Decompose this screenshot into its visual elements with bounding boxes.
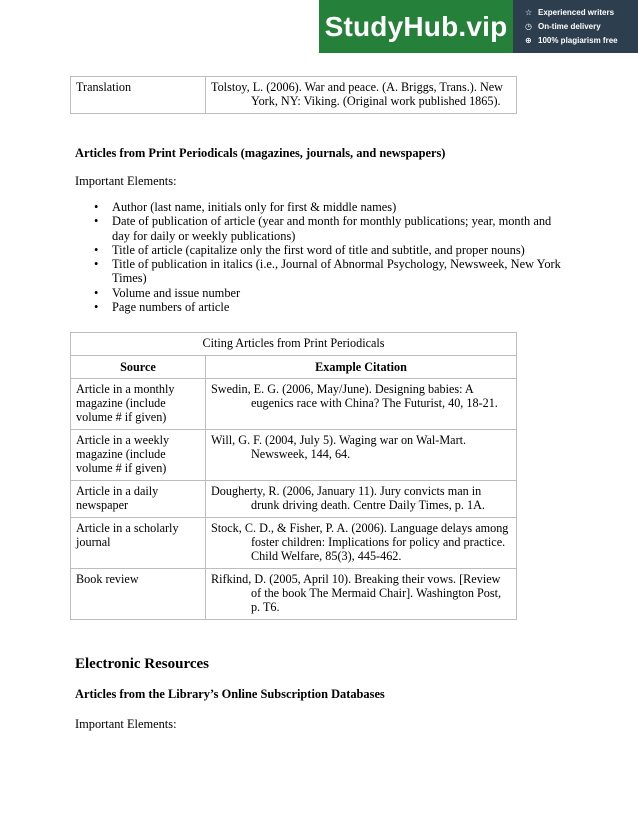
citation-text: Will, G. F. (2004, July 5). Waging war on Wal-Mart. Newsweek, 144, 64.	[211, 433, 467, 461]
perk-on-time	[525, 19, 638, 33]
list-item: • Date of publication of article (year and month for monthly publications; year, month and day for daily or weekly publications)	[94, 214, 564, 243]
citation-cell	[206, 569, 517, 620]
perk-text: Experienced writers	[538, 7, 615, 17]
citation-cell	[206, 430, 517, 481]
source-cell: Article in a weekly magazine (include volume # if given)	[71, 430, 206, 481]
table-caption: Citing Articles from Print Periodicals	[71, 333, 517, 356]
citation-text: Dougherty, R. (2006, January 11). Jury convicts man in drunk driving death. Centre Daily Times, p. 1A.	[211, 484, 485, 512]
studyhub-banner[interactable]	[319, 0, 638, 53]
print-periodicals-table	[70, 332, 517, 620]
subheading-online-databases: Articles from the Library’s Online Subscription Databases	[75, 687, 385, 701]
list-item: • Author (last name, initials only for first & middle names)	[94, 200, 564, 214]
source-cell: Book review	[71, 569, 206, 620]
source-cell: Article in a monthly magazine (include volume # if given)	[71, 379, 206, 430]
citation-cell	[206, 481, 517, 518]
source-cell: Translation	[71, 77, 206, 114]
citation-cell	[206, 518, 517, 569]
list-item: • Page numbers of article	[94, 300, 564, 314]
citation-cell	[206, 379, 517, 430]
perks-list	[513, 0, 638, 53]
source-cell: Article in a daily newspaper	[71, 481, 206, 518]
list-item: • Title of article (capitalize only the first word of title and subtitle, and proper nouns)	[94, 243, 564, 257]
table-row	[71, 569, 517, 620]
perk-text: On-time delivery	[538, 21, 601, 31]
table-header-row	[71, 356, 517, 379]
translation-table	[70, 76, 517, 114]
column-header-source: Source	[71, 356, 206, 379]
section-heading-print: Articles from Print Periodicals (magazines, journals, and newspapers)	[75, 146, 446, 160]
table-caption-row	[71, 333, 517, 356]
brand-logo: StudyHub.vip	[319, 0, 513, 53]
table-row	[71, 77, 517, 114]
citation-text: Tolstoy, L. (2006). War and peace. (A. Briggs, Trans.). New York, NY: Viking. (Original work published 1865).	[211, 80, 503, 108]
perk-plagiarism	[525, 33, 638, 47]
shield-icon: ⊕	[525, 35, 532, 45]
column-header-citation: Example Citation	[206, 356, 517, 379]
perk-text: 100% plagiarism free	[538, 35, 618, 45]
list-item: • Volume and issue number	[94, 286, 564, 300]
section-heading-electronic: Electronic Resources	[75, 656, 209, 672]
perk-experienced	[525, 5, 638, 19]
table-row	[71, 481, 517, 518]
important-elements-list	[94, 200, 564, 314]
star-icon: ☆	[525, 7, 533, 17]
table-row	[71, 518, 517, 569]
table-row	[71, 430, 517, 481]
citation-text: Swedin, E. G. (2006, May/June). Designing babies: A eugenics race with China? The Futurist, 40, 18-21.	[211, 382, 498, 410]
important-elements-label: Important Elements:	[75, 717, 177, 731]
citation-text: Rifkind, D. (2005, April 10). Breaking their vows. [Review of the book The Mermaid Chair]. Washington Post, p. T6.	[211, 572, 502, 614]
clock-icon: ◷	[525, 21, 532, 31]
table-row	[71, 379, 517, 430]
list-item: • Title of publication in italics (i.e., Journal of Abnormal Psychology, Newsweek, New York Times)	[94, 257, 564, 286]
citation-text: Stock, C. D., & Fisher, P. A. (2006). Language delays among foster children: Implications for policy and practice. Child Welfare, 85(3), 445-462.	[211, 521, 509, 563]
citation-cell	[206, 77, 517, 114]
source-cell: Article in a scholarly journal	[71, 518, 206, 569]
important-elements-label: Important Elements:	[75, 174, 177, 188]
